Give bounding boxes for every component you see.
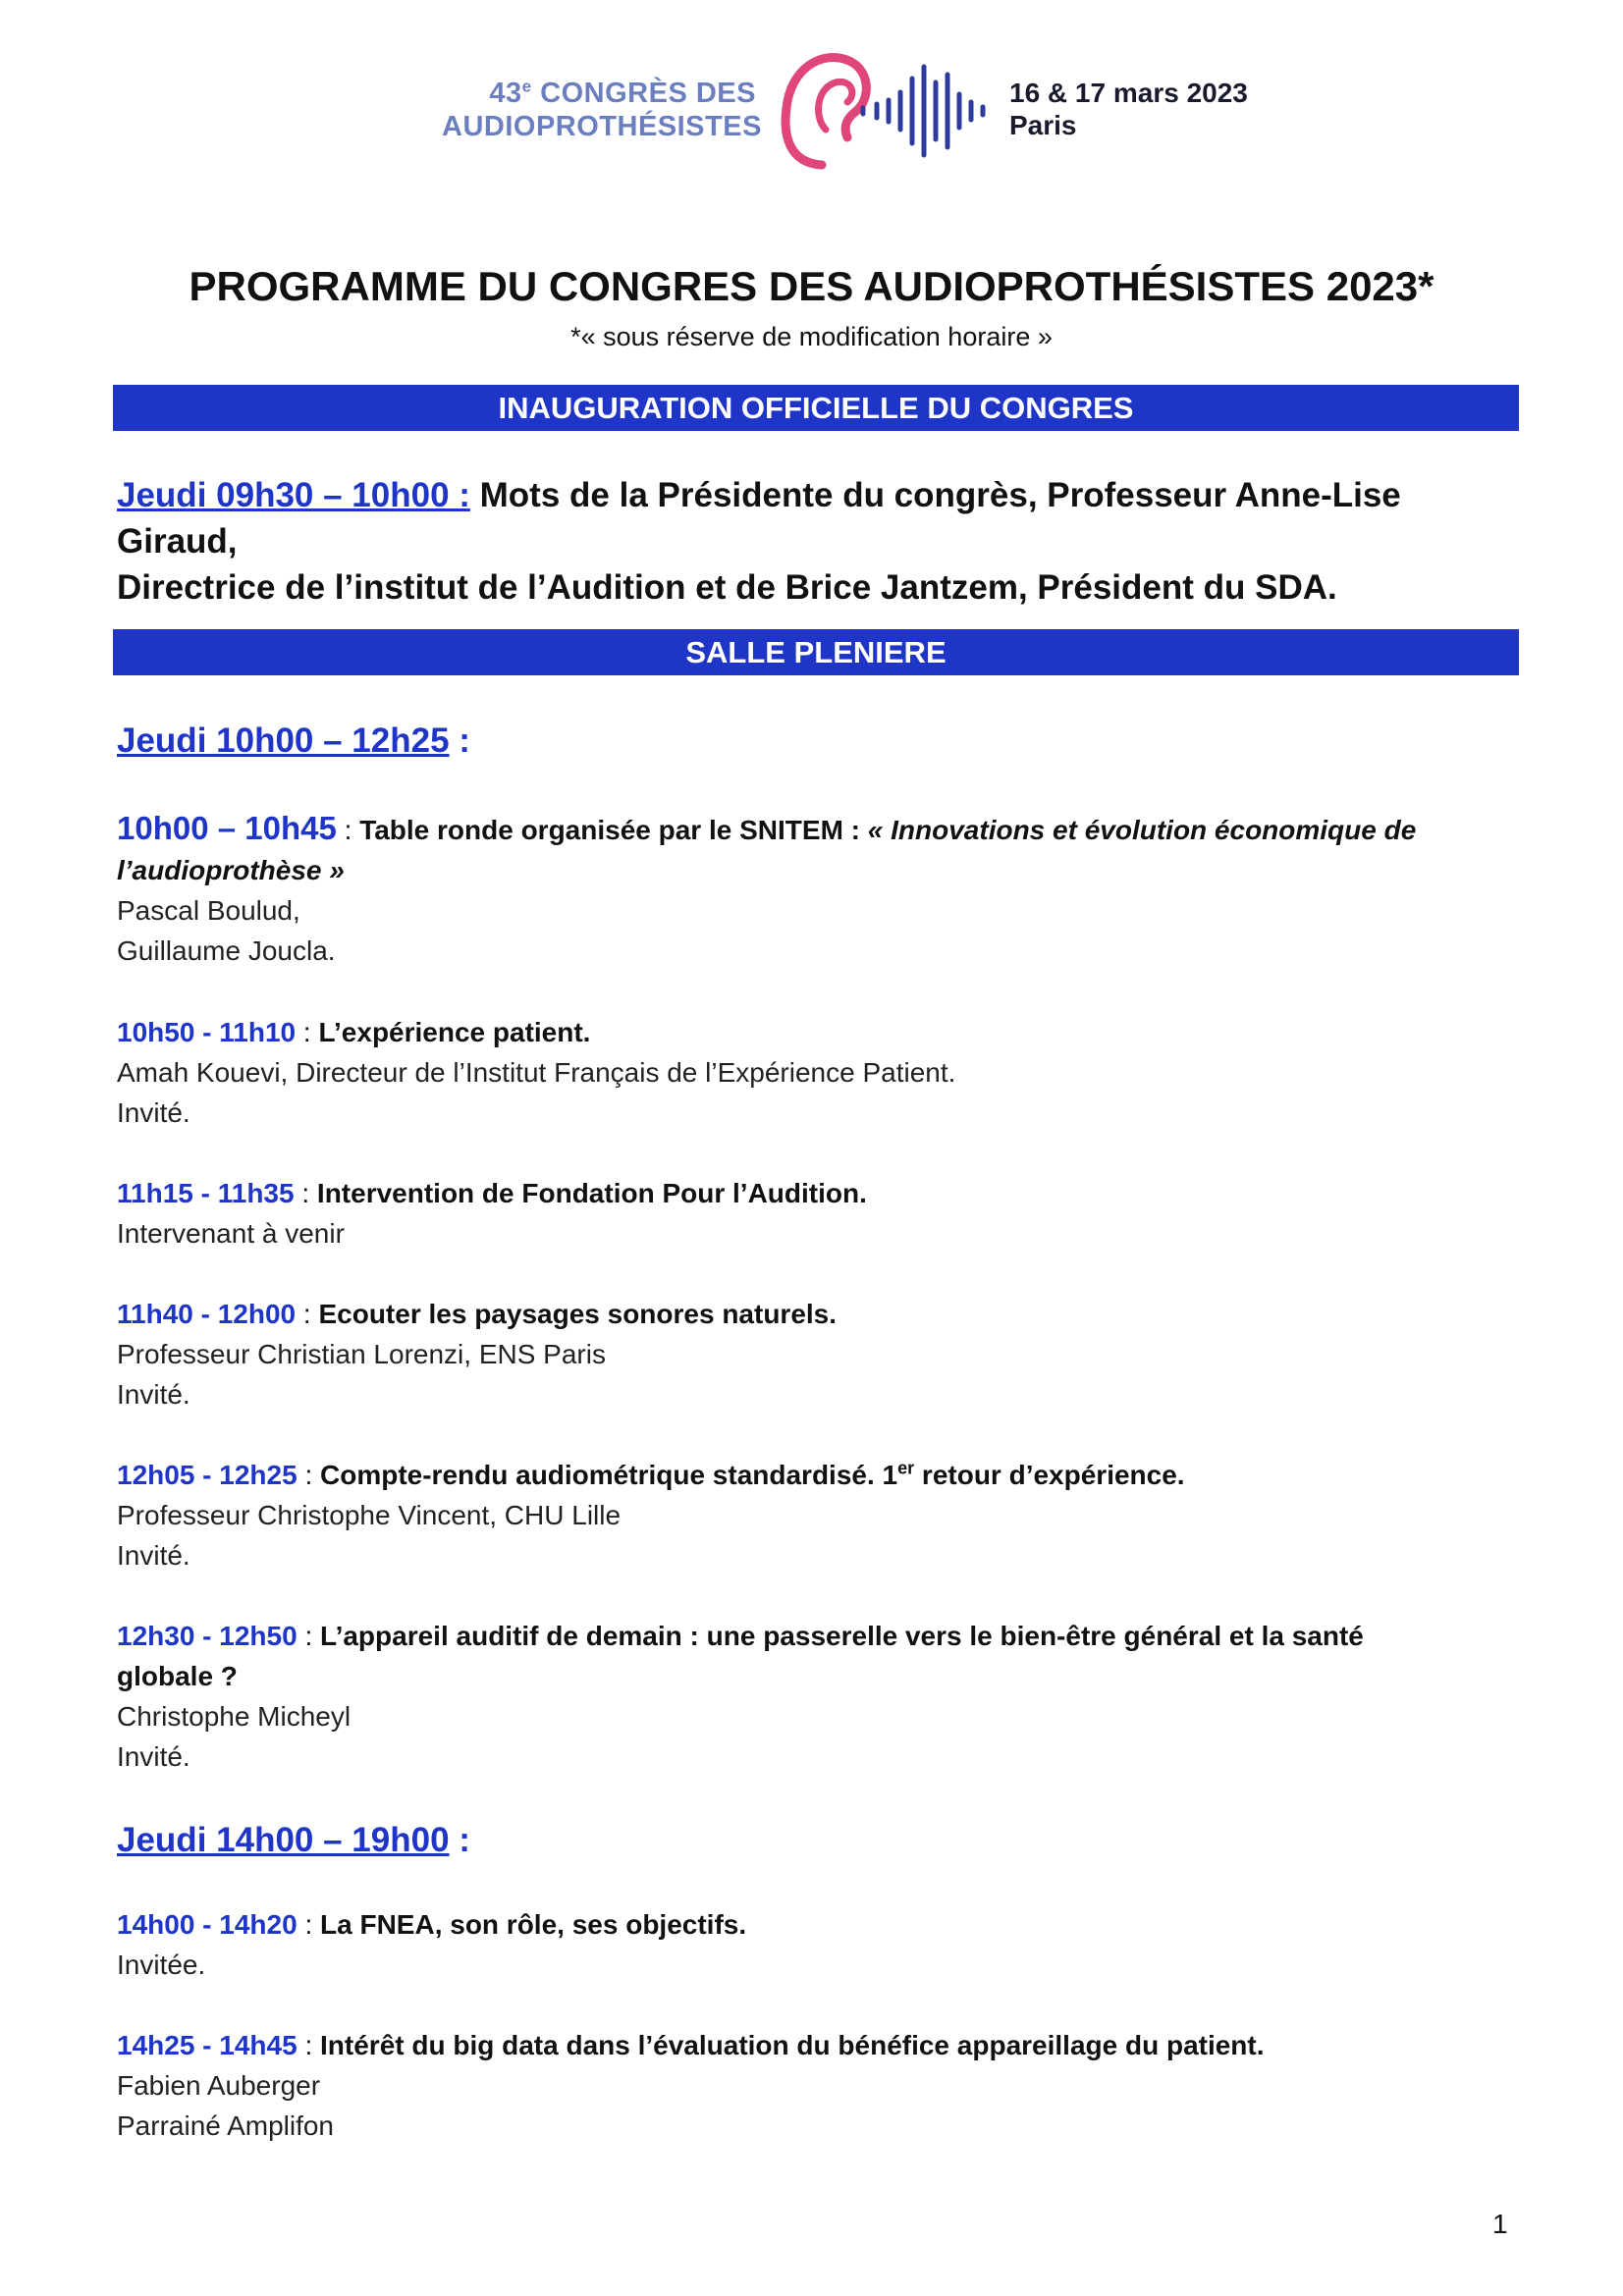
- session-speaker: Intervenant à venir: [117, 1218, 345, 1249]
- session-title: L’expérience patient.: [318, 1017, 591, 1047]
- event-city: Paris: [1009, 110, 1077, 140]
- session-time: 14h00 - 14h20: [117, 1909, 298, 1940]
- inauguration-line-2: Directrice de l’institut de l’Audition et de Brice Jantzem, Président du SDA.: [117, 568, 1337, 607]
- session-speaker: Professeur Christian Lorenzi, ENS Paris: [117, 1339, 606, 1369]
- session-speaker: Fabien Auberger: [117, 2070, 321, 2101]
- session-time: 11h15 - 11h35: [117, 1178, 295, 1208]
- session-item: 10h50 - 11h10 : L’expérience patient. Amah Kouevi, Directeur de l’Institut Français de l’Expérience Patient. Invité.: [117, 1012, 1511, 1133]
- session-speaker: Invité.: [117, 1741, 190, 1772]
- session-item: 10h00 – 10h45 : Table ronde organisée par le SNITEM : « Innovations et évolution économique de l’audioprothèse » Pascal Boulud, Guillaume Joucla.: [117, 808, 1511, 971]
- banner-salle-pleniere: SALLE PLENIERE: [113, 629, 1519, 675]
- session-title: Intervention de Fondation Pour l’Audition.: [316, 1178, 867, 1208]
- session-item: 14h25 - 14h45 : Intérêt du big data dans l’évaluation du bénéfice appareillage du patient. Fabien Auberger Parrainé Amplifon: [117, 2025, 1511, 2146]
- logo-line-2: AUDIOPROTHÉSISTES: [442, 111, 762, 142]
- session-title: Intérêt du big data dans l’évaluation du bénéfice appareillage du patient.: [320, 2030, 1265, 2060]
- session-speaker: Invité.: [117, 1379, 190, 1410]
- page-number: 1: [1492, 2209, 1508, 2239]
- ear-soundwave-icon: [761, 39, 997, 187]
- session-speaker: Parrainé Amplifon: [117, 2110, 335, 2141]
- session-speaker: Christophe Micheyl: [117, 1701, 352, 1732]
- inauguration-line-1: Jeudi 09h30 – 10h00 : Mots de la Présidente du congrès, Professeur Anne-Lise Giraud,: [117, 476, 1401, 561]
- session-speaker: Invitée.: [117, 1949, 206, 1980]
- event-dates: 16 & 17 mars 2023: [1009, 78, 1248, 108]
- session-time: 10h50 - 11h10: [117, 1017, 297, 1047]
- session-time: 10h00 – 10h45: [117, 810, 337, 846]
- banner-inauguration: INAUGURATION OFFICIELLE DU CONGRES: [113, 385, 1519, 431]
- logo-wordmark: [442, 77, 762, 143]
- day-heading-afternoon: Jeudi 14h00 – 19h00 :: [117, 1821, 470, 1859]
- session-title: La FNEA, son rôle, ses objectifs.: [320, 1909, 747, 1940]
- session-time: 12h05 - 12h25: [117, 1460, 298, 1490]
- session-time: 11h40 - 12h00: [117, 1299, 297, 1329]
- session-speaker: Guillaume Joucla.: [117, 935, 336, 966]
- logo-event-info: [1009, 77, 1248, 141]
- page-subtitle: *« sous réserve de modification horaire »: [570, 322, 1053, 351]
- day-heading-morning: Jeudi 10h00 – 12h25 :: [117, 721, 470, 760]
- inauguration-block: [117, 472, 1511, 611]
- session-title: L’appareil auditif de demain : une passerelle vers le bien-être général et la santé: [320, 1621, 1364, 1651]
- session-item: 12h30 - 12h50 : L’appareil auditif de demain : une passerelle vers le bien-être général et la santé globale ? Christophe Micheyl Invité.: [117, 1616, 1511, 1777]
- session-speaker: Pascal Boulud,: [117, 895, 300, 926]
- session-item: 11h40 - 12h00 : Ecouter les paysages sonores naturels. Professeur Christian Lorenzi, ENS Paris Invité.: [117, 1294, 1511, 1415]
- session-time: 12h30 - 12h50: [117, 1621, 298, 1651]
- congress-logo: [432, 39, 1276, 187]
- session-time: 14h25 - 14h45: [117, 2030, 298, 2060]
- session-title: Compte-rendu audiométrique standardisé. 1er retour d’expérience.: [320, 1458, 1185, 1490]
- session-item: 12h05 - 12h25 : Compte-rendu audiométrique standardisé. 1er retour d’expérience. Professeur Christophe Vincent, CHU Lille Invité.: [117, 1455, 1511, 1575]
- session-title: Ecouter les paysages sonores naturels.: [318, 1299, 838, 1329]
- session-speaker: Invité.: [117, 1540, 190, 1571]
- inauguration-time: Jeudi 09h30 – 10h00 :: [117, 476, 470, 514]
- session-item: 11h15 - 11h35 : Intervention de Fondation Pour l’Audition. Intervenant à venir: [117, 1173, 1511, 1254]
- logo-line-1: 43e CONGRÈS DES: [489, 77, 756, 109]
- page-title: PROGRAMME DU CONGRES DES AUDIOPROTHÉSISTES 2023*: [189, 263, 1434, 309]
- session-speaker: Invité.: [117, 1097, 190, 1128]
- session-speaker: Professeur Christophe Vincent, CHU Lille: [117, 1500, 622, 1530]
- session-title: Table ronde organisée par le SNITEM :: [359, 815, 868, 845]
- session-speaker: Amah Kouevi, Directeur de l’Institut Français de l’Expérience Patient.: [117, 1057, 956, 1088]
- session-item: 14h00 - 14h20 : La FNEA, son rôle, ses objectifs. Invitée.: [117, 1904, 1511, 1985]
